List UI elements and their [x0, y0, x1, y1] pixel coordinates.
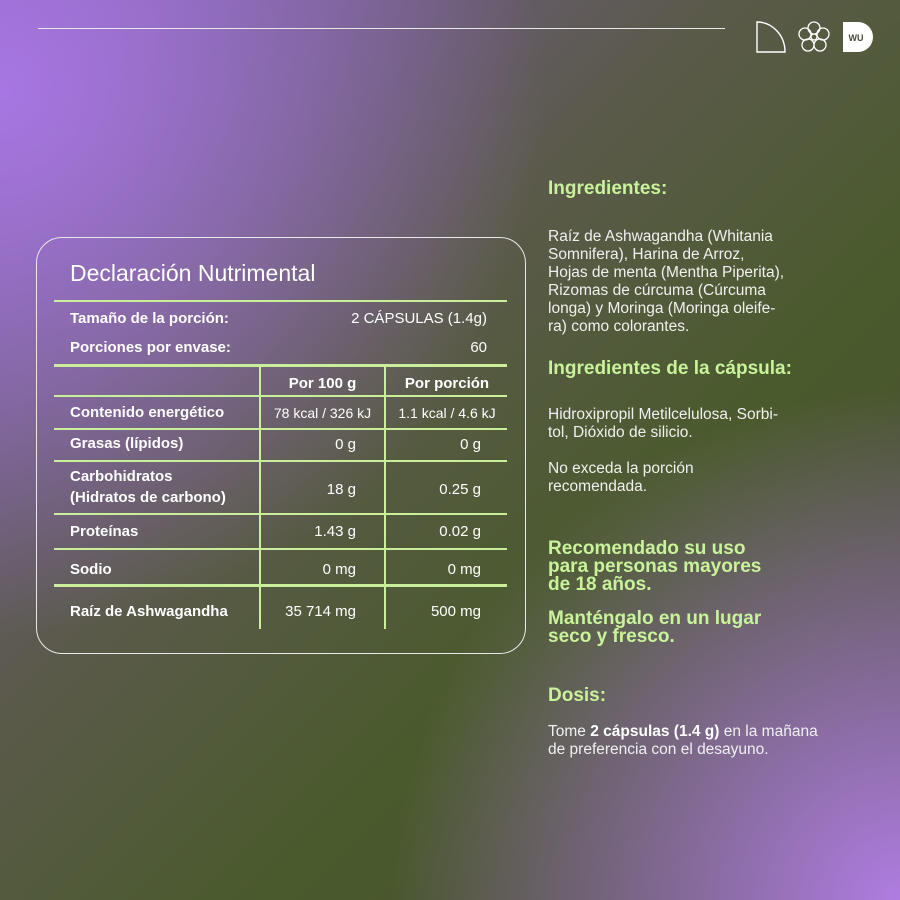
divider [54, 460, 507, 462]
row-name: Sodio [70, 561, 112, 578]
capsule-title: Ingredientes de la cápsula: [548, 358, 792, 379]
nutrition-panel [36, 237, 526, 654]
row-perserving: 1.1 kcal / 4.6 kJ [398, 405, 496, 421]
quarter-circle-icon [755, 20, 787, 54]
row-perserving: 0.25 g [439, 481, 481, 498]
row-name: Contenido energético [70, 404, 225, 421]
col-perserving-header: Por porción [404, 375, 490, 392]
logo-text: WU [848, 33, 864, 43]
capsule-text: Hidroxipropil Metilcelulosa, Sorbi- tol, Dióxido de silicio. [548, 406, 779, 441]
ingredients-title: Ingredientes: [548, 178, 668, 199]
divider [54, 300, 507, 302]
row-name: Proteínas [70, 523, 139, 540]
flower-icon [797, 20, 831, 54]
nutrition-title: Declaración Nutrimental [70, 260, 316, 286]
dosage-suffix: en la mañana de preferencia con el desayuno. [548, 723, 818, 758]
top-divider [38, 28, 725, 29]
row-name-secondary: (Hidratos de carbono) [70, 489, 226, 506]
header-icons [755, 20, 875, 54]
storage-recommendation: Manténgalo en un lugar seco y fresco. [548, 608, 762, 647]
divider [54, 364, 507, 367]
divider [54, 428, 507, 430]
row-per100: 1.43 g [314, 523, 356, 540]
age-recommendation: Recomendado su uso para personas mayores de 18 años. [548, 538, 762, 595]
row-per100: 18 g [326, 481, 356, 498]
divider [54, 395, 507, 397]
divider [54, 548, 507, 550]
ingredients-text: Raíz de Ashwagandha (Whitania Somnifera), Harina de Arroz, Hojas de menta (Mentha Piperita), Rizomas de cúrcuma (Cúrcuma longa) y Moringa (Moringa oleife- ra) como colorantes. [548, 228, 785, 335]
row-name: Grasas (lípidos) [70, 435, 184, 452]
row-perserving: 0.02 g [439, 523, 481, 540]
logo-badge-icon [841, 20, 875, 54]
row-perserving: 500 mg [430, 603, 481, 620]
row-perserving: 0 g [460, 436, 481, 453]
row-per100: 35 714 mg [285, 603, 356, 620]
divider [54, 513, 507, 515]
row-name: Raíz de Ashwagandha [70, 603, 228, 620]
divider [54, 584, 507, 587]
col-per100-header: Por 100 g [288, 375, 357, 392]
dosage-prefix: Tome [548, 723, 591, 740]
row-perserving: 0 mg [447, 561, 481, 578]
dosage-title: Dosis: [548, 685, 607, 706]
dosage-text [548, 723, 888, 759]
serving-label: Tamaño de la porción: [70, 310, 229, 327]
row-per100: 0 g [335, 436, 356, 453]
dosage-warning: No exceda la porción recomendada. [548, 460, 694, 495]
row-name: Carbohidratos [70, 468, 173, 485]
row-per100: 78 kcal / 326 kJ [273, 405, 372, 421]
servings-label: Porciones por envase: [70, 339, 231, 356]
dosage-amount: 2 cápsulas (1.4 g) [590, 723, 720, 740]
servings-value: 60 [470, 339, 487, 356]
serving-value: 2 CÁPSULAS (1.4g) [351, 310, 487, 327]
row-per100: 0 mg [322, 561, 356, 578]
